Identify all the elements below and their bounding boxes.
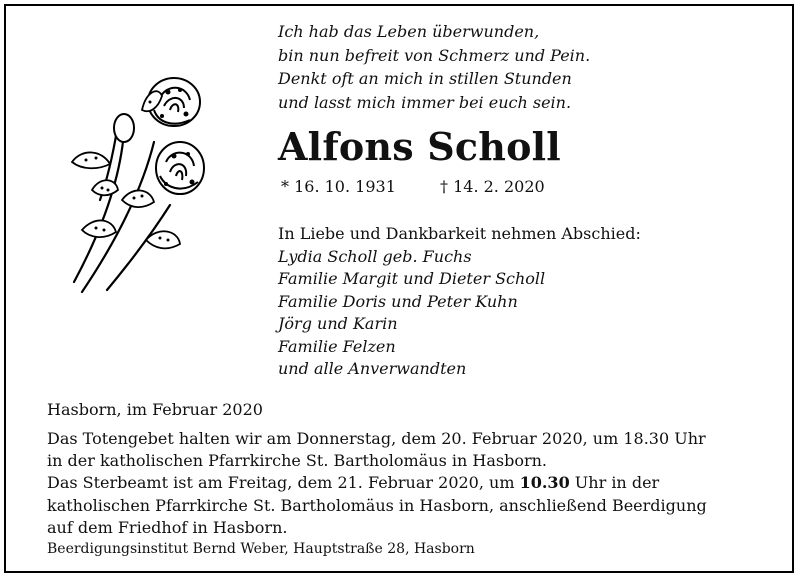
service-line xyxy=(47,472,707,494)
service-time: 10.30 xyxy=(519,473,570,493)
roses-illustration xyxy=(62,70,220,295)
service-line: in der katholischen Pfarrkirche St. Bartholomäus in Hasborn. xyxy=(47,451,547,471)
mourner-entry: Familie Margit und Dieter Scholl xyxy=(278,269,546,289)
mourners-list xyxy=(278,246,545,380)
mourner-entry: Jörg und Karin xyxy=(278,314,398,334)
mourner-entry: Lydia Scholl geb. Fuchs xyxy=(278,247,472,266)
mourner-entry: und alle Anverwandten xyxy=(278,359,467,379)
service-line: katholischen Pfarrkirche St. Bartholomäus in Hasborn, anschließend Beerdigung xyxy=(47,495,707,515)
place-date: Hasborn, im Februar 2020 xyxy=(47,400,263,419)
birth-date: * 16. 10. 1931 xyxy=(281,177,396,196)
poem-line: und lasst mich immer bei euch sein. xyxy=(278,92,572,112)
service-text: Das Sterbeamt ist am Freitag, dem 21. Februar 2020, um xyxy=(47,473,520,493)
poem-line: Ich hab das Leben überwunden, xyxy=(278,22,540,41)
poem-line: Denkt oft an mich in stillen Stunden xyxy=(278,69,572,88)
mourner-entry: Familie Doris und Peter Kuhn xyxy=(278,291,518,311)
service-line: auf dem Friedhof in Hasborn. xyxy=(47,517,288,537)
deceased-name: Alfons Scholl xyxy=(278,124,561,169)
memorial-poem xyxy=(278,20,590,114)
death-date: † 14. 2. 2020 xyxy=(440,177,545,196)
mourner-entry: Familie Felzen xyxy=(278,336,396,356)
service-details xyxy=(47,428,707,539)
funeral-home: Beerdigungsinstitut Bernd Weber, Hauptstraße 28, Hasborn xyxy=(47,541,475,557)
farewell-intro: In Liebe und Dankbarkeit nehmen Abschied: xyxy=(278,224,641,243)
service-text: Uhr in der xyxy=(569,473,660,493)
poem-line: bin nun befreit von Schmerz und Pein. xyxy=(278,45,591,65)
service-line: Das Totengebet halten wir am Donnerstag, dem 20. Februar 2020, um 18.30 Uhr xyxy=(47,429,706,448)
